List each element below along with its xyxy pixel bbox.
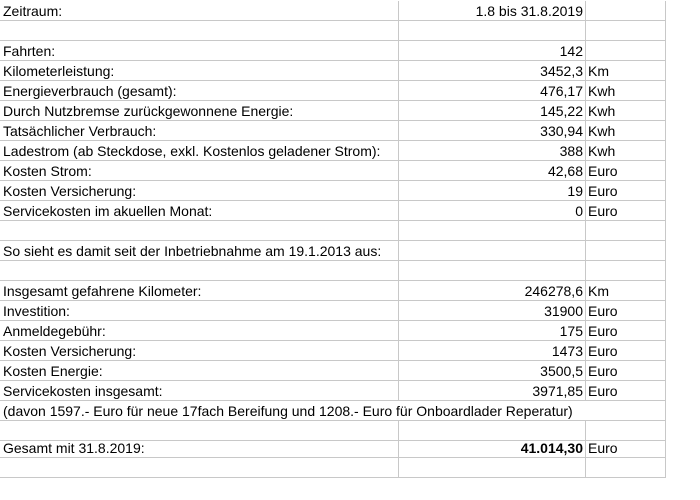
unit-cell[interactable]: Kwh [586,121,666,141]
unit-cell[interactable] [586,1,666,21]
label-cell[interactable]: Kosten Energie: [0,361,399,381]
label-cell[interactable]: (davon 1597.- Euro für neue 17fach Bereifung und 1208.- Euro für Onboardlader Reperatur) [0,401,666,421]
table-row [0,381,666,401]
value-cell[interactable] [399,21,586,41]
value-cell[interactable]: 330,94 [399,121,586,141]
value-cell[interactable]: 0 [399,201,586,221]
unit-cell[interactable] [586,458,666,478]
value-cell[interactable]: 3452,3 [399,61,586,81]
value-cell[interactable]: 41.014,30 [399,438,586,458]
unit-cell[interactable] [586,41,666,61]
unit-cell[interactable]: Euro [586,438,666,458]
label-cell[interactable]: Zeitraum: [0,1,399,21]
unit-cell[interactable]: Euro [586,161,666,181]
value-cell[interactable]: 388 [399,141,586,161]
table-row [0,201,666,221]
unit-cell[interactable]: Euro [586,301,666,321]
unit-cell[interactable] [586,241,666,261]
table-row [0,81,666,101]
value-cell[interactable]: 1.8 bis 31.8.2019 [399,1,586,21]
label-cell[interactable]: So sieht es damit seit der Inbetriebnahme am 19.1.2013 aus: [0,241,399,261]
unit-cell[interactable]: Kwh [586,141,666,161]
value-cell[interactable]: 19 [399,181,586,201]
label-cell[interactable]: Servicekosten insgesamt: [0,381,399,401]
unit-cell[interactable]: Euro [586,341,666,361]
table-row [0,361,666,381]
table-row [0,1,666,21]
value-cell[interactable]: 3971,85 [399,381,586,401]
table-row [0,101,666,121]
table-row [0,141,666,161]
unit-cell[interactable]: Kwh [586,101,666,121]
unit-cell[interactable]: Euro [586,361,666,381]
label-cell[interactable]: Energieverbrauch (gesamt): [0,81,399,101]
table-row [0,341,666,361]
unit-cell[interactable]: Euro [586,381,666,401]
value-cell[interactable]: 145,22 [399,101,586,121]
label-cell[interactable] [0,21,399,41]
label-cell[interactable]: Gesamt mit 31.8.2019: [0,438,399,458]
label-cell[interactable]: Kosten Versicherung: [0,341,399,361]
value-cell[interactable] [399,241,586,261]
table-row [0,401,666,421]
table-row [0,438,666,458]
value-cell[interactable] [399,261,586,281]
label-cell[interactable]: Investition: [0,301,399,321]
unit-cell[interactable] [586,221,666,241]
unit-cell[interactable] [586,21,666,41]
label-cell[interactable]: Kosten Strom: [0,161,399,181]
label-cell[interactable]: Insgesamt gefahrene Kilometer: [0,281,399,301]
label-cell[interactable]: Kosten Versicherung: [0,181,399,201]
unit-cell[interactable]: Euro [586,181,666,201]
value-cell[interactable]: 42,68 [399,161,586,181]
table-row [0,61,666,81]
table-row [0,301,666,321]
value-cell[interactable]: 142 [399,41,586,61]
label-cell[interactable]: Anmeldegebühr: [0,321,399,341]
value-cell[interactable]: 246278,6 [399,281,586,301]
table-row [0,161,666,181]
label-cell[interactable]: Tatsächlicher Verbrauch: [0,121,399,141]
unit-cell[interactable] [586,261,666,281]
table-row [0,321,666,341]
unit-cell[interactable]: Km [586,281,666,301]
label-cell[interactable]: Kilometerleistung: [0,61,399,81]
table-row [0,221,666,241]
value-cell[interactable]: 31900 [399,301,586,321]
unit-cell[interactable]: Km [586,61,666,81]
label-cell[interactable]: Ladestrom (ab Steckdose, exkl. Kostenlos geladener Strom): [0,141,399,161]
table-row [0,41,666,61]
value-cell[interactable]: 3500,5 [399,361,586,381]
unit-cell[interactable]: Euro [586,201,666,221]
label-cell[interactable] [0,261,399,281]
value-cell[interactable]: 175 [399,321,586,341]
table-row [0,121,666,141]
table-row [0,241,666,261]
label-cell[interactable]: Durch Nutzbremse zurückgewonnene Energie: [0,101,399,121]
table-row [0,281,666,301]
label-cell[interactable]: Servicekosten im akuellen Monat: [0,201,399,221]
label-cell[interactable]: Fahrten: [0,41,399,61]
label-cell[interactable] [0,458,399,478]
table-row [0,261,666,281]
value-cell[interactable] [399,458,586,478]
table-row [0,21,666,41]
value-cell[interactable] [399,221,586,241]
unit-cell[interactable]: Euro [586,321,666,341]
value-cell[interactable]: 476,17 [399,81,586,101]
table-row [0,181,666,201]
value-cell[interactable]: 1473 [399,341,586,361]
table-row [0,458,666,478]
label-cell[interactable] [0,221,399,241]
unit-cell[interactable]: Kwh [586,81,666,101]
